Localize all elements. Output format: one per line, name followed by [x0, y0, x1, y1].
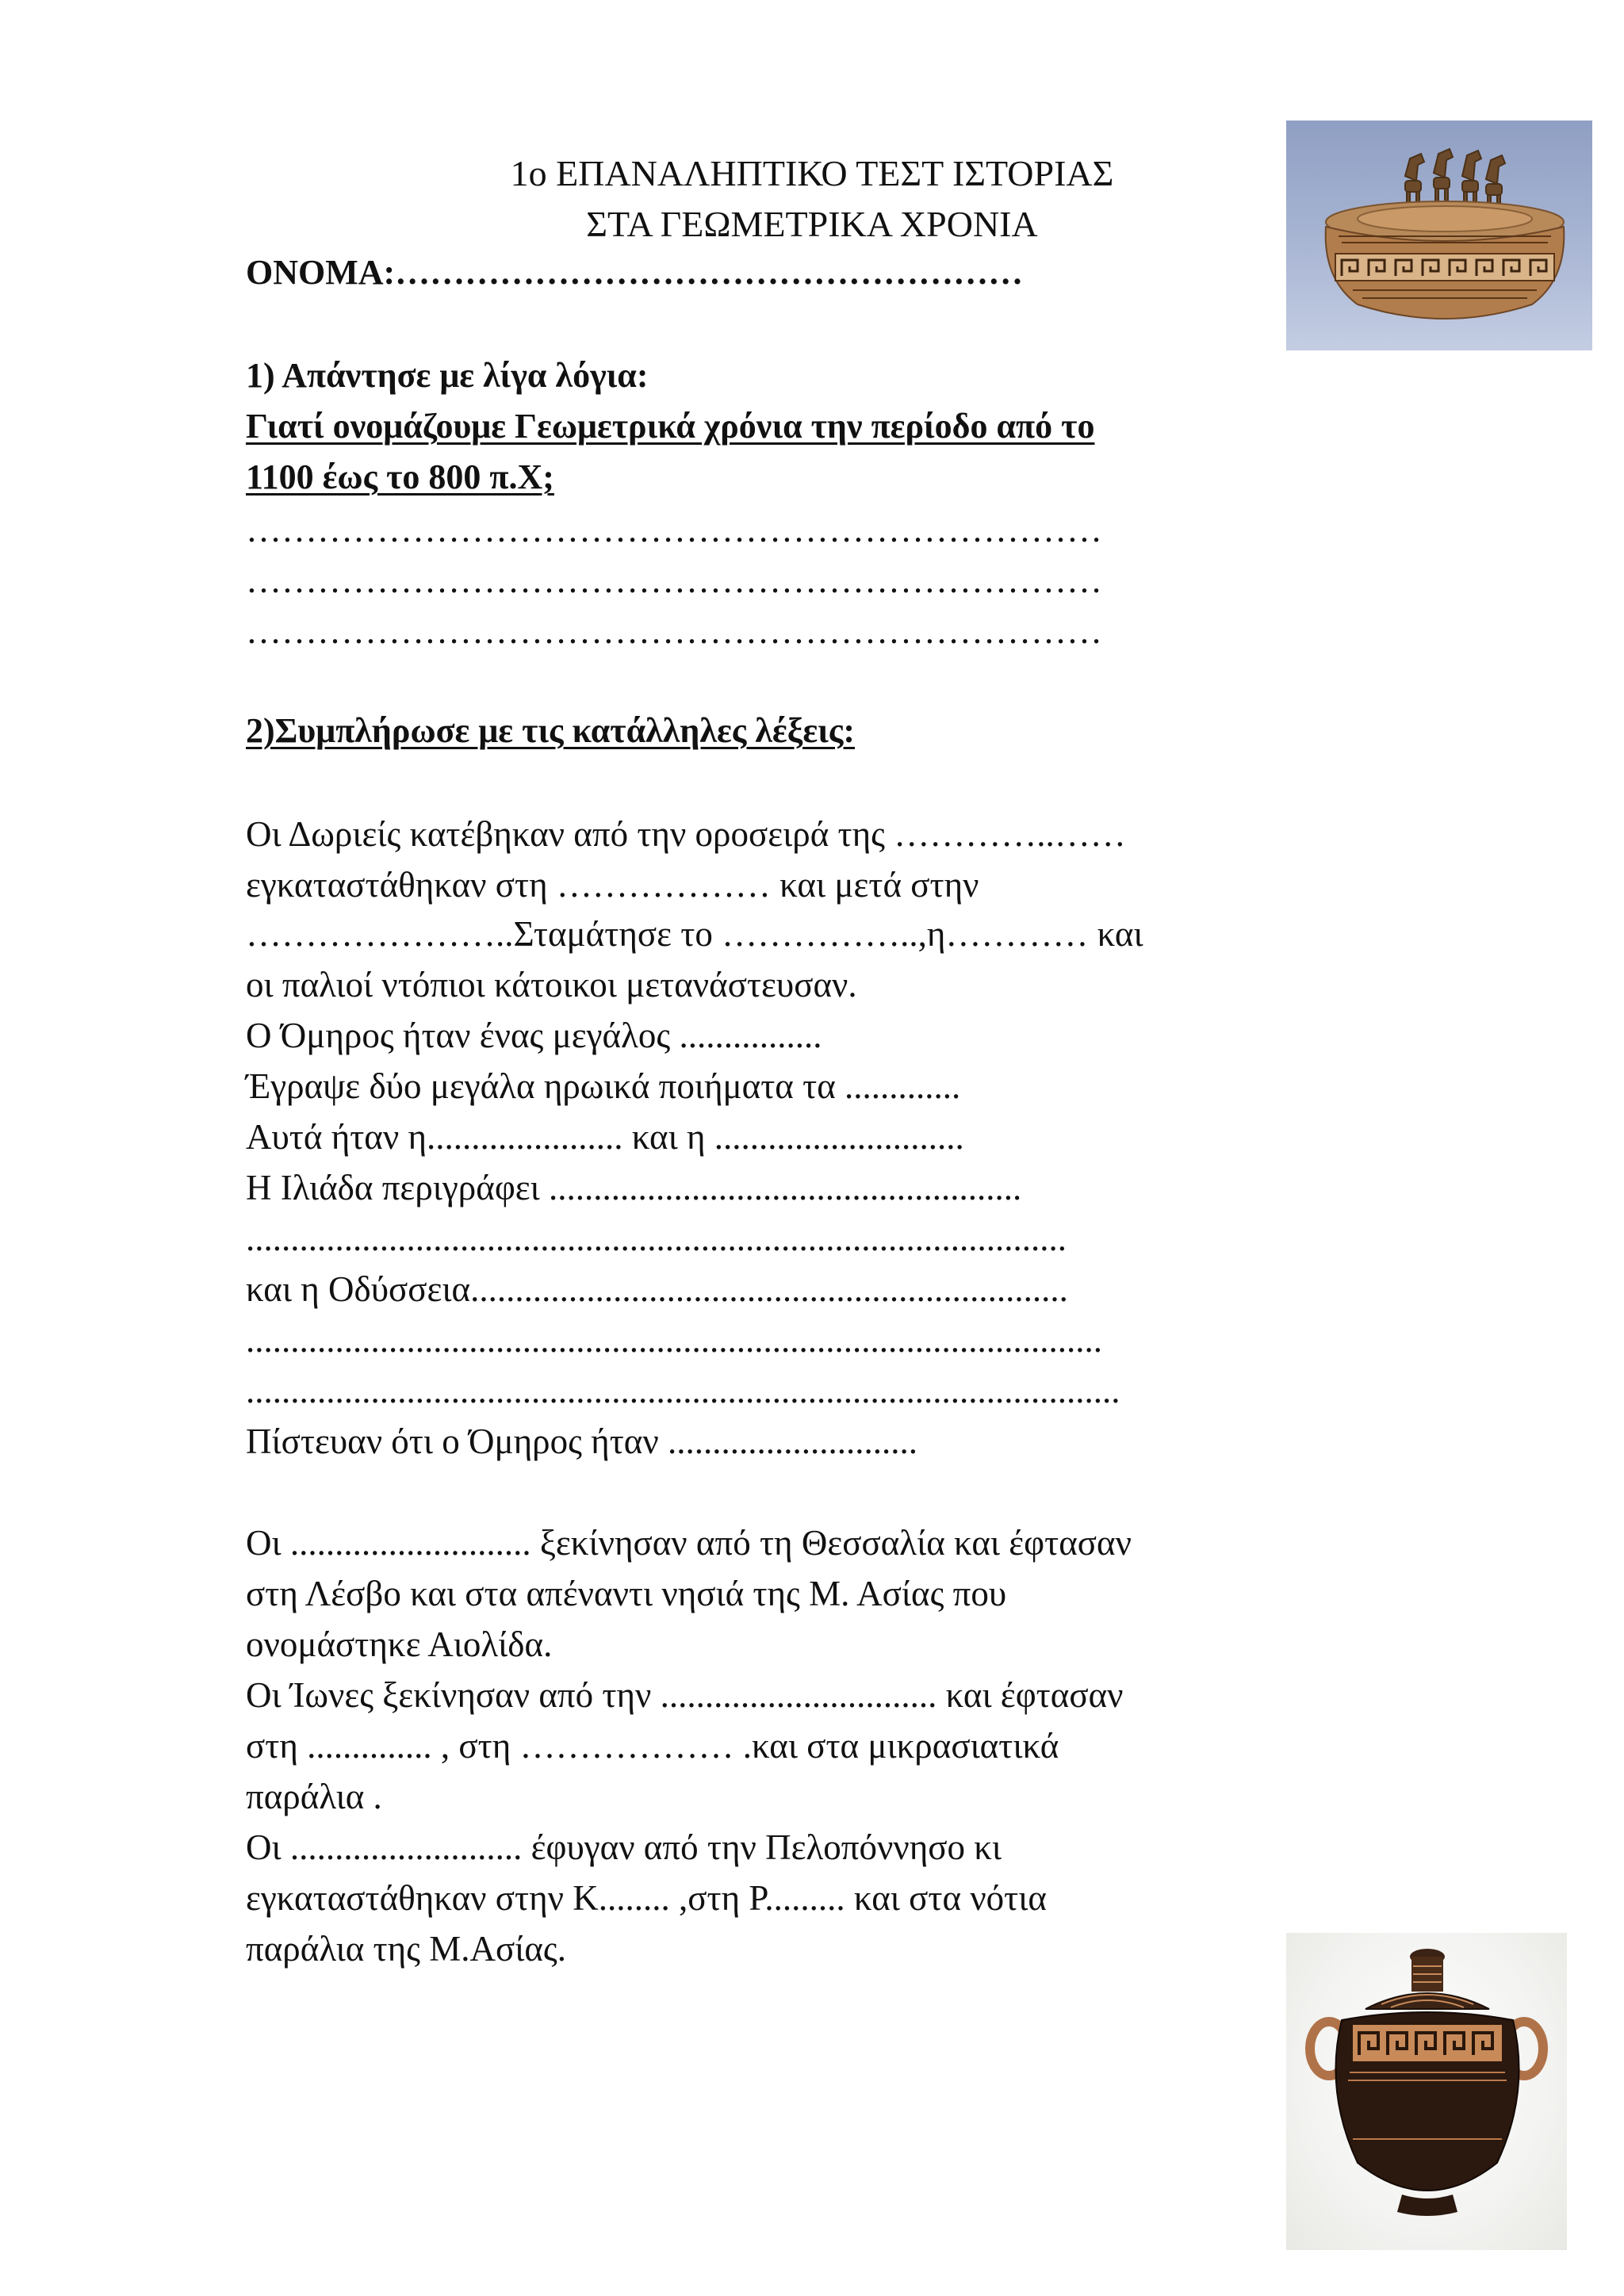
- question-1-prompt-line-1: Γιατί ονομάζουμε Γεωμετρικά χρόνια την περίοδο από το: [246, 407, 1095, 446]
- fill-in-line[interactable]: …………………..Σταμάτησε το ……………..,η………… και: [246, 914, 1143, 954]
- test-title-line-2: ΣΤΑ ΓΕΩΜΕΤΡΙΚΑ ΧΡΟΝΙΑ: [586, 204, 1038, 244]
- fill-in-line[interactable]: εγκαταστάθηκαν στη ……………… και μετά στην: [246, 865, 979, 905]
- answer-line[interactable]: ………………………………………………………………: [246, 611, 1102, 651]
- fill-in-line[interactable]: Ο Όμηρος ήταν ένας μεγάλος ................: [246, 1016, 822, 1055]
- question-2-heading: 2)Συμπλήρωσε με τις κατάλληλες λέξεις:: [246, 711, 856, 750]
- fill-in-line[interactable]: Η Ιλιάδα περιγράφει .....................................................: [246, 1168, 1022, 1207]
- fill-in-line[interactable]: Οι .......................... έφυγαν από την Πελοπόννησο κι: [246, 1827, 1002, 1867]
- question-1-prompt-line-2: 1100 έως το 800 π.Χ;: [246, 457, 554, 496]
- geometric-pyxis-image: [1286, 121, 1592, 350]
- fill-in-line[interactable]: Πίστευαν ότι ο Όμηρος ήταν ............................: [246, 1422, 917, 1461]
- geometric-vase-image: [1286, 1933, 1567, 2250]
- text-line: οι παλιοί ντόπιοι κάτοικοι μετανάστευσαν.: [246, 965, 857, 1004]
- text-line: παράλια .: [246, 1777, 382, 1816]
- fill-in-line[interactable]: ............................................................................................: [246, 1219, 1067, 1258]
- fill-in-line[interactable]: εγκαταστάθηκαν στην Κ........ ,στη Ρ......... και στα νότια: [246, 1878, 1047, 1918]
- question-1-heading: 1) Απάντησε με λίγα λόγια:: [246, 356, 649, 395]
- fill-in-line[interactable]: Οι ........................... ξεκίνησαν από τη Θεσσαλία και έφτασαν: [246, 1523, 1132, 1563]
- name-field[interactable]: ΟΝΟΜΑ:………………………………………………: [246, 253, 1024, 292]
- fill-in-line[interactable]: Έγραψε δύο μεγάλα ηρωικά ποιήματα τα .............: [246, 1066, 961, 1106]
- fill-in-line[interactable]: ................................................................................................: [246, 1320, 1102, 1360]
- fill-in-line[interactable]: και η Οδύσσεια...................................................................: [246, 1269, 1068, 1309]
- fill-in-line[interactable]: ..................................................................................................: [246, 1371, 1120, 1410]
- text-line: στη Λέσβο και στα απέναντι νησιά της Μ. Ασίας που: [246, 1574, 1007, 1613]
- test-title-line-1: 1ο ΕΠΑΝΑΛΗΠΤΙΚΟ ΤΕΣΤ ΙΣΤΟΡΙΑΣ: [510, 153, 1114, 193]
- text-line: παράλια της Μ.Ασίας.: [246, 1929, 566, 1969]
- answer-line[interactable]: ………………………………………………………………: [246, 561, 1102, 600]
- fill-in-line[interactable]: Οι Δωριείς κατέβηκαν από την οροσειρά της …………..……: [246, 814, 1126, 854]
- fill-in-line[interactable]: Αυτά ήταν η...................... και η ............................: [246, 1117, 964, 1157]
- fill-in-line[interactable]: στη .............. , στη ……………… .και στα μικρασιατικά: [246, 1726, 1059, 1766]
- answer-line[interactable]: ………………………………………………………………: [246, 510, 1102, 549]
- text-line: ονομάστηκε Αιολίδα.: [246, 1624, 553, 1664]
- fill-in-line[interactable]: Οι Ίωνες ξεκίνησαν από την ............................... και έφτασαν: [246, 1675, 1124, 1715]
